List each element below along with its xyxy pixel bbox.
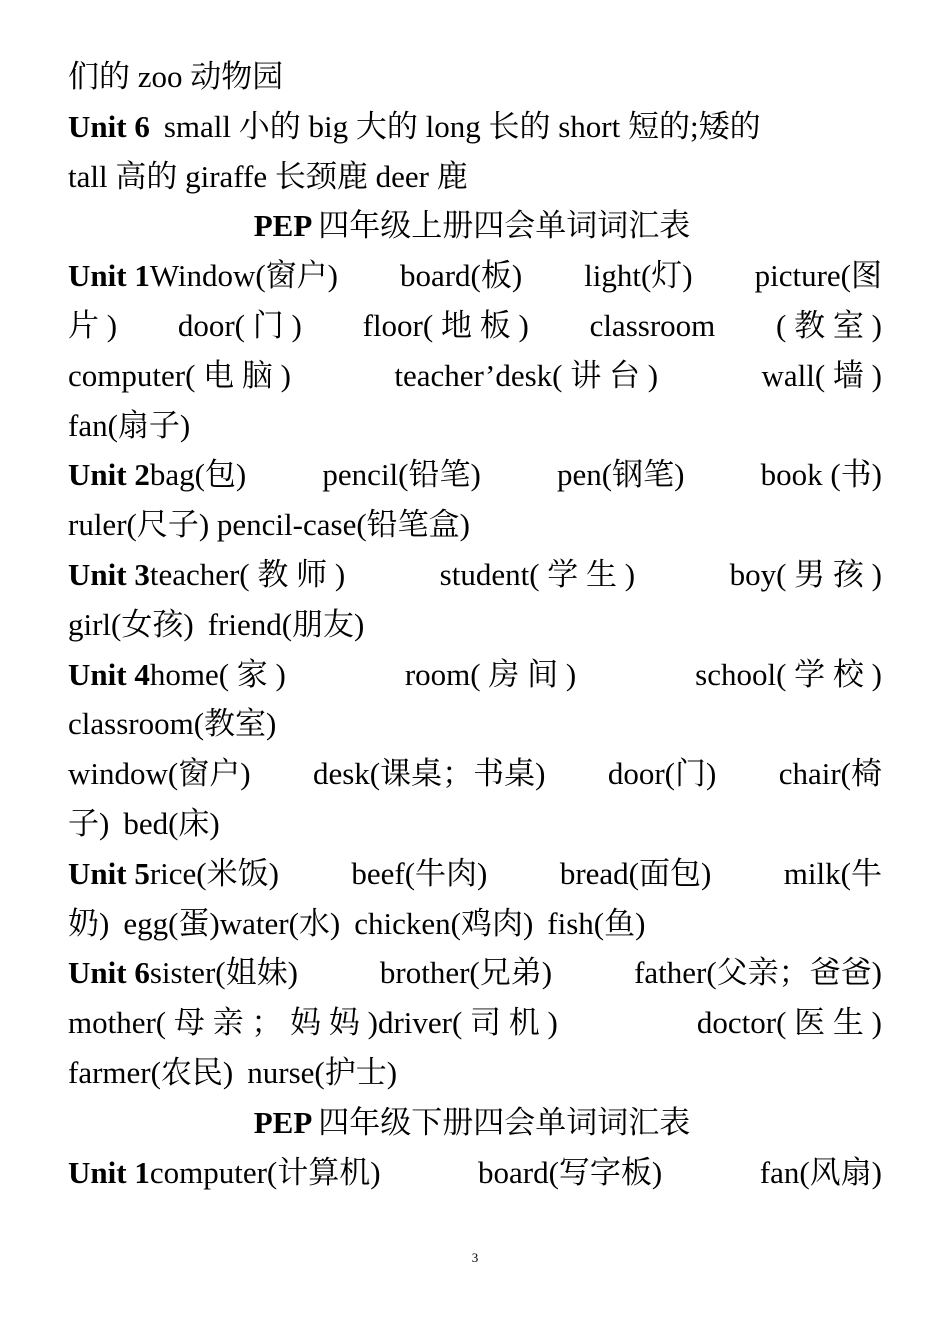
vocab-entry: girl(女孩) xyxy=(68,606,194,642)
text-line xyxy=(68,998,882,1048)
vocab-entry: home( 家 ) xyxy=(149,656,286,692)
vocab-entry: teacher( 教 师 ) xyxy=(149,556,346,592)
unit-heading: Unit 1 xyxy=(68,258,150,294)
vocab-entry: school( 学 校 ) xyxy=(695,656,882,692)
text-line xyxy=(68,899,882,949)
text-line xyxy=(68,450,882,500)
unit-group xyxy=(68,450,246,500)
vocab-entry: nurse(护士) xyxy=(247,1054,398,1090)
vocab-entry: 片 ) xyxy=(68,307,118,343)
vocab-entry: fan(扇子) xyxy=(68,407,191,443)
text-line xyxy=(68,849,882,899)
vocab-entry: 四年级下册四会单词词汇表 xyxy=(318,1104,691,1140)
vocab-entry: farmer(农民) xyxy=(68,1054,234,1090)
vocab-entry: 奶) xyxy=(68,905,110,941)
vocab-entry: wall( 墙 ) xyxy=(761,357,882,393)
vocab-entry: small 小的 big 大的 long 长的 short 短的;矮的 xyxy=(163,108,761,144)
unit-heading: Unit 6 xyxy=(68,108,150,144)
unit-heading: Unit 5 xyxy=(68,855,150,891)
text-line xyxy=(68,301,882,351)
vocab-entry: tall 高的 giraffe 长颈鹿 deer 鹿 xyxy=(68,158,468,194)
vocab-entry: 子) xyxy=(68,805,110,841)
unit-heading: PEP xyxy=(253,208,313,244)
unit-group xyxy=(68,948,298,998)
page-number: 3 xyxy=(471,1250,479,1265)
text-line xyxy=(68,948,882,998)
vocab-entry: friend(朋友) xyxy=(207,606,365,642)
unit-heading: Unit 2 xyxy=(68,457,150,493)
document-body xyxy=(68,52,882,1197)
text-line xyxy=(68,52,882,102)
text-line xyxy=(68,600,882,650)
text-line xyxy=(68,650,882,700)
text-line xyxy=(68,1048,882,1098)
vocab-entry: bread(面包) xyxy=(559,855,712,891)
text-line xyxy=(68,749,882,799)
vocab-entry: bed(床) xyxy=(123,805,220,841)
vocab-entry: chair(椅 xyxy=(778,756,882,792)
vocab-entry: fan(风扇) xyxy=(759,1154,882,1190)
vocab-entry: pencil(铅笔) xyxy=(322,457,481,493)
vocab-entry: 们的 zoo 动物园 xyxy=(68,59,284,94)
vocab-entry: chicken(鸡肉) xyxy=(354,905,534,941)
vocab-entry: bag(包) xyxy=(149,457,247,493)
text-line xyxy=(68,699,882,749)
vocab-entry: classroom(教室) xyxy=(68,706,277,742)
vocab-entry: boy( 男 孩 ) xyxy=(729,556,882,592)
vocab-entry: milk(牛 xyxy=(783,855,882,891)
unit-group xyxy=(68,849,279,899)
vocab-entry: computer( 电 脑 ) xyxy=(68,357,291,393)
unit-group xyxy=(68,251,338,301)
vocab-entry: mother( 母 亲 ； 妈 妈 )driver( 司 机 ) xyxy=(68,1005,558,1041)
unit-heading: Unit 4 xyxy=(68,656,150,692)
vocab-entry: brother(兄弟) xyxy=(379,955,553,991)
unit-heading: Unit 3 xyxy=(68,556,150,592)
vocab-entry: egg(蛋)water(水) xyxy=(123,905,341,941)
unit-group xyxy=(68,650,286,700)
text-line xyxy=(68,201,882,251)
vocab-entry: doctor( 医 生 ) xyxy=(696,1005,882,1041)
text-line xyxy=(68,351,882,401)
unit-group xyxy=(68,1148,381,1198)
text-line xyxy=(68,401,882,451)
vocab-entry: floor( 地 板 ) xyxy=(362,307,529,343)
vocab-entry: 四年级上册四会单词词汇表 xyxy=(318,208,691,244)
vocab-entry: computer(计算机) xyxy=(149,1154,381,1190)
vocab-entry: Window(窗户) xyxy=(149,258,338,294)
unit-heading: Unit 6 xyxy=(68,955,150,991)
vocab-entry: rice(米饭) xyxy=(149,855,279,891)
vocab-entry: teacher’desk( 讲 台 ) xyxy=(394,357,659,393)
vocab-entry: door(门) xyxy=(607,756,717,792)
text-line xyxy=(68,1148,882,1198)
vocab-entry: room( 房 间 ) xyxy=(404,656,577,692)
vocab-entry: beef(牛肉) xyxy=(351,855,488,891)
text-line xyxy=(68,251,882,301)
vocab-entry: desk(课桌；书桌) xyxy=(312,756,546,792)
text-line xyxy=(68,1098,882,1148)
vocab-entry: pen(钢笔) xyxy=(557,457,685,493)
vocab-entry: board(写字板) xyxy=(478,1154,663,1190)
vocab-entry: student( 学 生 ) xyxy=(439,556,636,592)
text-line xyxy=(68,500,882,550)
vocab-entry: sister(姐妹) xyxy=(149,955,298,991)
text-line xyxy=(68,799,882,849)
vocab-entry: light(灯) xyxy=(584,258,693,294)
vocab-entry: fish(鱼) xyxy=(547,905,646,941)
unit-heading: PEP xyxy=(253,1104,313,1140)
vocab-entry: classroom xyxy=(589,307,716,343)
vocab-entry: window(窗户) xyxy=(68,756,251,792)
text-line xyxy=(68,152,882,202)
text-line xyxy=(68,102,882,152)
vocab-entry: door( 门 ) xyxy=(177,307,302,343)
vocab-entry: book (书) xyxy=(760,457,882,493)
vocab-entry: ( 教 室 ) xyxy=(776,307,882,343)
vocab-entry: board(板) xyxy=(399,258,523,294)
vocab-entry: ruler(尺子) pencil-case(铅笔盒) xyxy=(68,507,470,543)
vocab-entry: picture(图 xyxy=(754,258,882,294)
vocab-entry: father(父亲；爸爸) xyxy=(634,955,882,991)
text-line xyxy=(68,550,882,600)
unit-group xyxy=(68,550,345,600)
unit-heading: Unit 1 xyxy=(68,1154,150,1190)
